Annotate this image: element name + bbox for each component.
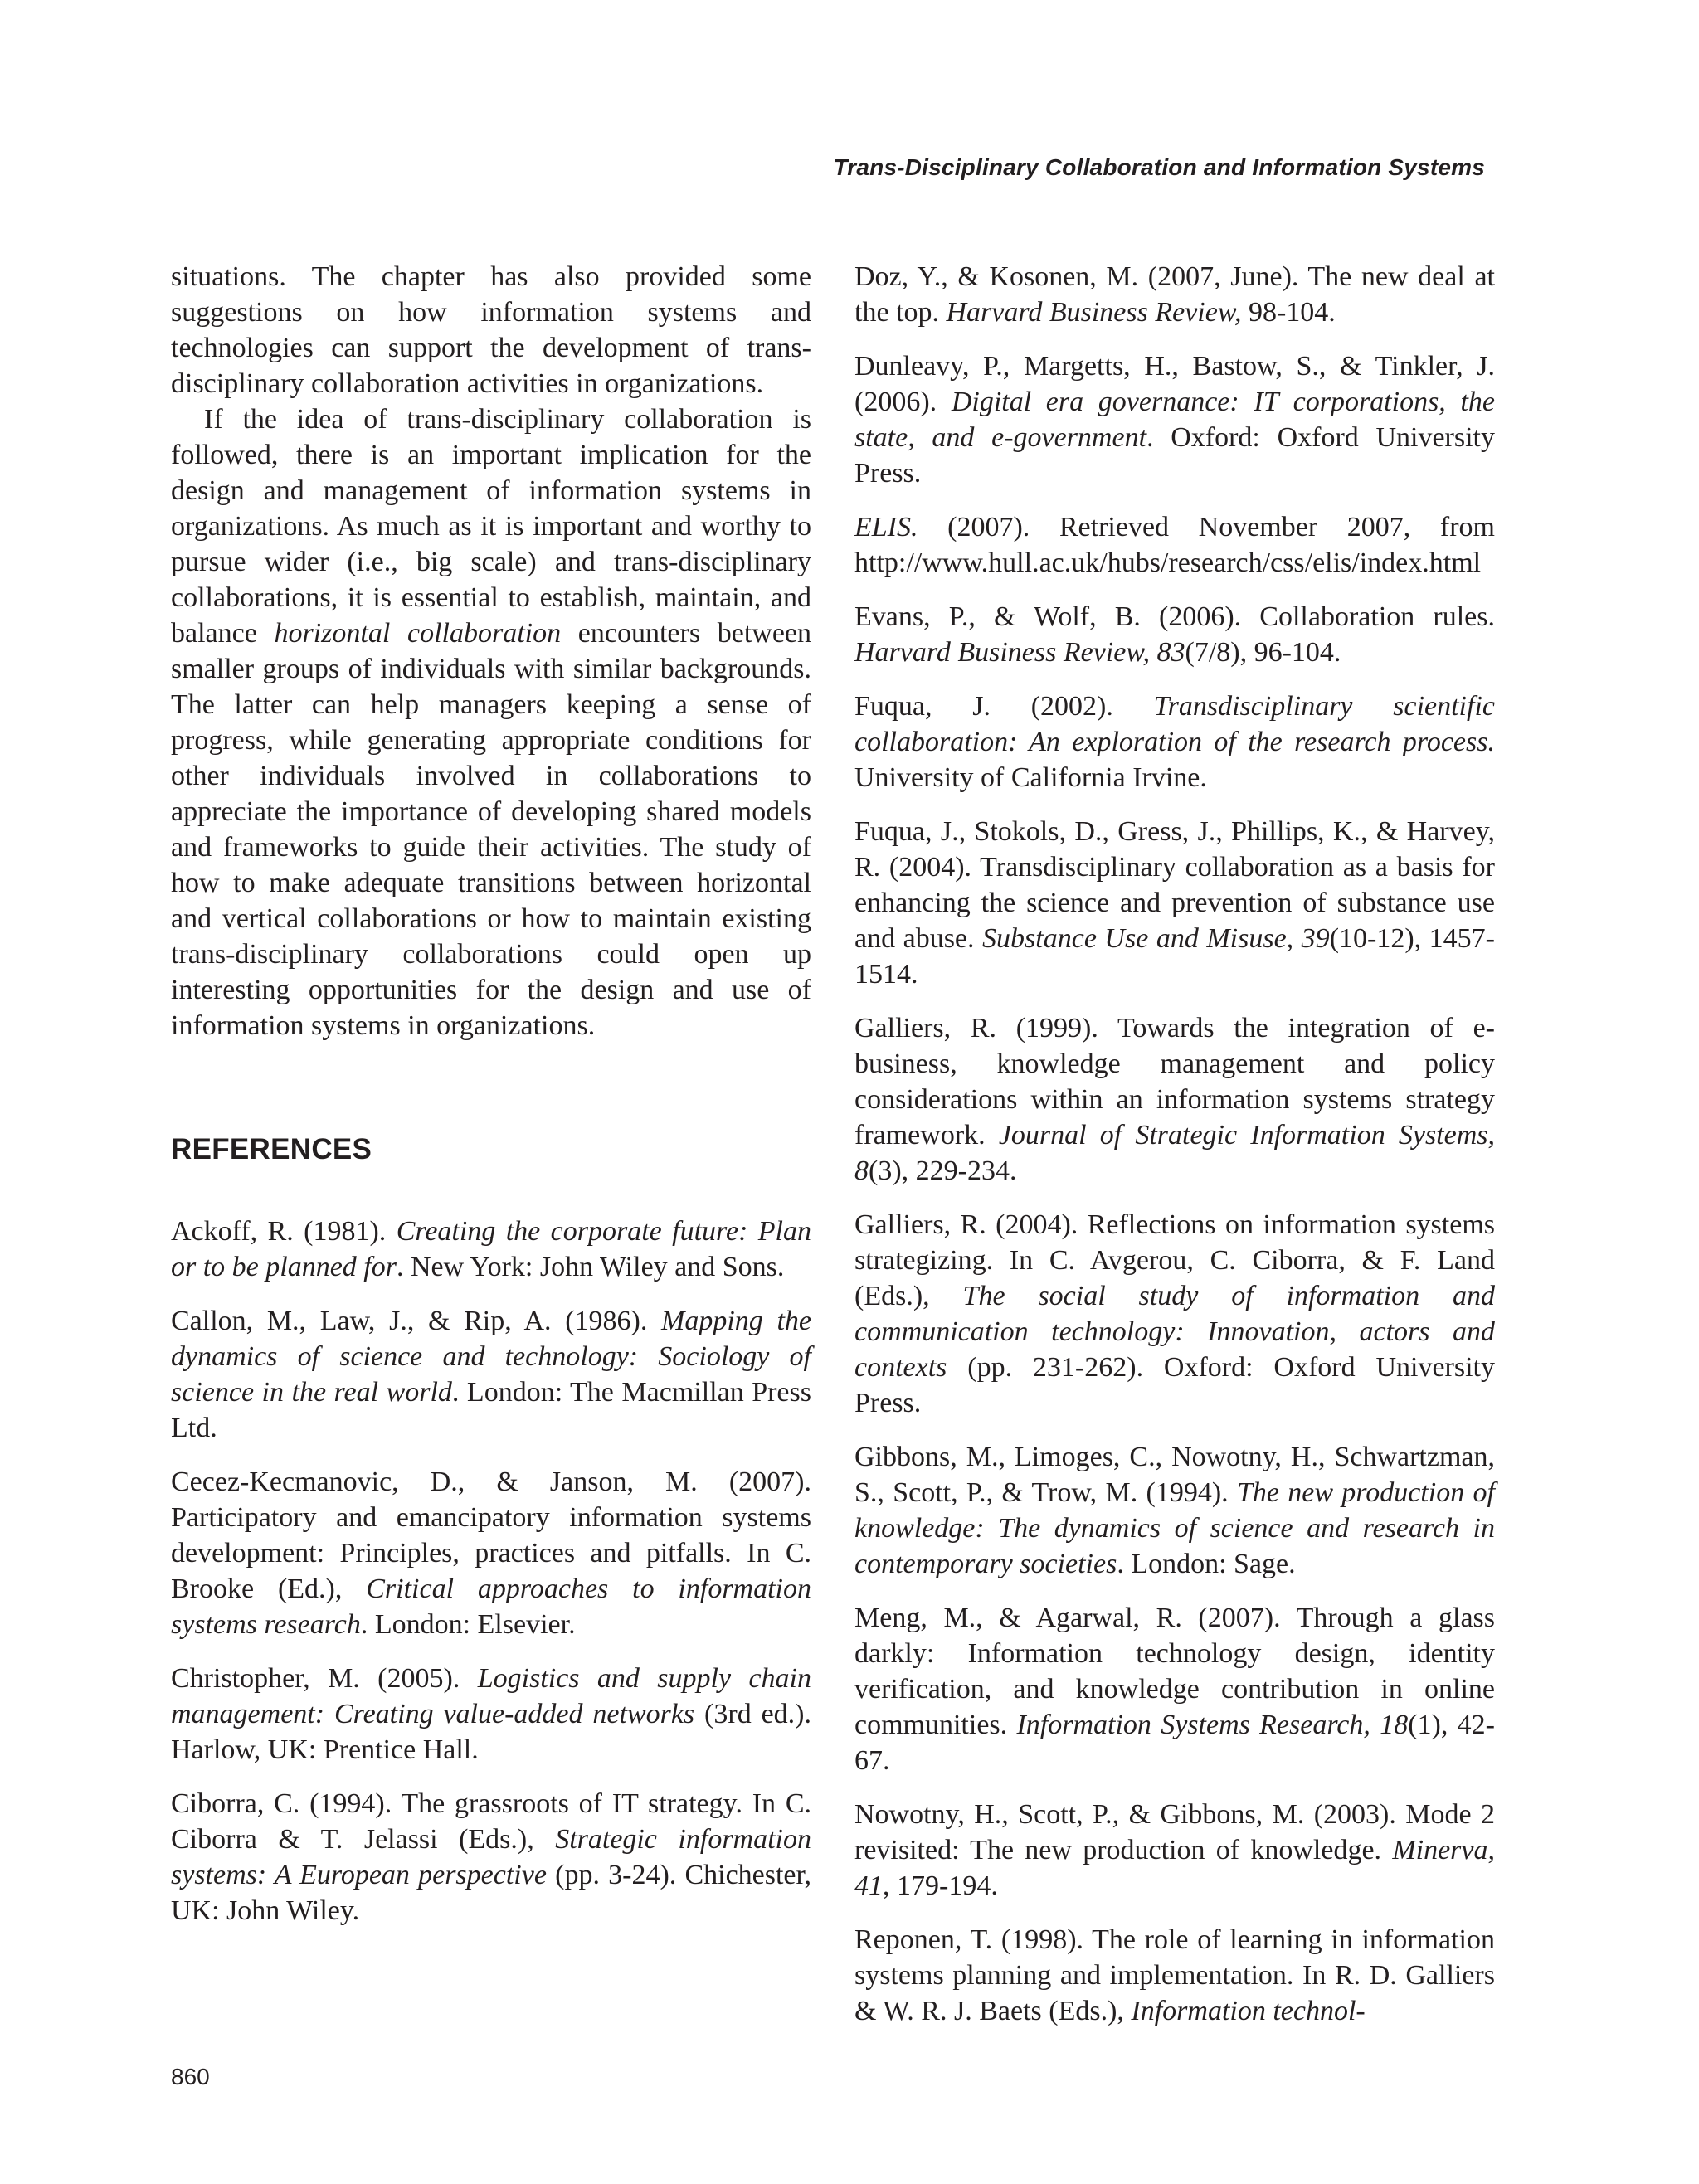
reference-text: (10-12), 1457-1514.: [854, 923, 1495, 990]
reference-item: [171, 1661, 811, 1768]
reference-item: [854, 1439, 1495, 1582]
reference-item: [854, 1010, 1495, 1189]
reference-item: [854, 1922, 1495, 2029]
running-header: Trans-Disciplinary Collaboration and Information Systems: [833, 154, 1485, 180]
references-heading: REFERENCES: [171, 1133, 372, 1165]
body-text: [171, 259, 811, 1043]
reference-item: [171, 1214, 811, 1285]
reference-text: . London: Elsevier.: [360, 1609, 576, 1640]
reference-title: ELIS.: [854, 512, 918, 542]
reference-text: Galliers, R. (1999). Towards the integration of e-business, knowledge management and policy considerations within an information systems strategy framework.: [854, 1013, 1495, 1150]
reference-item: [171, 1303, 811, 1446]
reference-text: Doz, Y., & Kosonen, M. (2007, June). The new deal at the top.: [854, 261, 1495, 328]
reference-title: Harvard Business Review, 83: [854, 637, 1185, 668]
reference-item: [854, 348, 1495, 491]
reference-title: The social study of information and communication technology: Innovation, actors and contexts: [854, 1281, 1495, 1383]
reference-item: [854, 814, 1495, 992]
reference-title: Information technol-: [1131, 1996, 1366, 2026]
body-paragraph-2-part-b: encounters between smaller groups of individuals with similar backgrounds. The latter can help managers keeping a sense of progress, while generating appropriate conditions for other individuals involved in collaborations to appreciate the importance of developing shared models and frameworks to guide their activities. The study of how to make adequate transitions between horizontal and vertical collaborations or how to maintain existing trans-disciplinary collaborations could open up interesting opportunities for the design and use of information systems in organizations.: [171, 618, 811, 1041]
reference-item: [854, 688, 1495, 795]
reference-list-right: [854, 259, 1495, 2029]
right-column: [854, 259, 1495, 2047]
reference-text: . London: Sage.: [1117, 1549, 1296, 1579]
reference-text: Fuqua, J. (2002).: [854, 691, 1154, 722]
reference-item: [854, 509, 1495, 581]
reference-text: Galliers, R. (2004). Reflections on information systems strategizing. In C. Avgerou, C. Ciborra, & F. Land (Eds.),: [854, 1209, 1495, 1311]
reference-title: Strategic information systems: A European perspective: [171, 1824, 811, 1890]
reference-text: (pp. 231-262). Oxford: Oxford University Press.: [854, 1352, 1495, 1418]
reference-item: [854, 1600, 1495, 1778]
reference-text: (1), 42-67.: [854, 1710, 1495, 1776]
reference-item: [854, 1797, 1495, 1904]
body-paragraph-2-emphasis: horizontal collaboration: [274, 618, 562, 649]
reference-title: Critical approaches to information systems research: [171, 1574, 811, 1640]
reference-text: Nowotny, H., Scott, P., & Gibbons, M. (2003). Mode 2 revisited: The new production of knowledge.: [854, 1799, 1495, 1865]
reference-item: [854, 259, 1495, 330]
reference-text: Reponen, T. (1998). The role of learning in information systems planning and implementation. In R. D. Galliers & W. R. J. Baets (Eds.),: [854, 1924, 1495, 2026]
reference-title: The new production of knowledge: The dynamics of science and research in contemporary societies: [854, 1477, 1495, 1579]
reference-text: University of California Irvine.: [854, 762, 1207, 793]
reference-title: Creating the corporate future: Plan or to be planned for: [171, 1216, 812, 1282]
body-paragraph-2: [171, 401, 811, 1043]
reference-title: Journal of Strategic Information Systems, 8: [854, 1120, 1495, 1186]
reference-title: Harvard Business Review,: [946, 297, 1242, 328]
reference-item: [171, 1786, 811, 1929]
reference-title: Substance Use and Misuse, 39: [982, 923, 1330, 954]
reference-text: Gibbons, M., Limoges, C., Nowotny, H., Schwartzman, S., Scott, P., & Trow, M. (1994).: [854, 1442, 1495, 1508]
page-number: 860: [171, 2064, 210, 2089]
reference-item: [171, 1464, 811, 1642]
reference-title: Transdisciplinary scientific collaboration: An exploration of the research process.: [854, 691, 1495, 757]
reference-title: Digital era governance: IT corporations, the state, and e-government: [854, 387, 1495, 453]
reference-text: (2007). Retrieved November 2007, from http://www.hull.ac.uk/hubs/research/css/elis/index.html: [854, 512, 1495, 578]
reference-text: Callon, M., Law, J., & Rip, A. (1986).: [171, 1306, 662, 1336]
reference-text: Ciborra, C. (1994). The grassroots of IT strategy. In C. Ciborra & T. Jelassi (Eds.),: [171, 1788, 811, 1855]
body-paragraph-1: situations. The chapter has also provided some suggestions on how information systems and technologies can support the development of trans-disciplinary collaboration activities in organizations.: [171, 261, 811, 399]
reference-text: , 179-194.: [883, 1870, 998, 1901]
reference-text: Cecez-Kecmanovic, D., & Janson, M. (2007). Participatory and emancipatory information systems development: Principles, practices and pitfalls. In C. Brooke (Ed.),: [171, 1467, 811, 1604]
left-column: [171, 259, 811, 1947]
reference-text: Evans, P., & Wolf, B. (2006). Collaboration rules.: [854, 601, 1495, 632]
reference-text: . Oxford: Oxford University Press.: [854, 422, 1495, 489]
reference-title: Information Systems Research, 18: [1016, 1710, 1409, 1740]
reference-title: Minerva, 41: [854, 1835, 1495, 1901]
reference-text: (3rd ed.). Harlow, UK: Prentice Hall.: [171, 1699, 812, 1765]
reference-text: Meng, M., & Agarwal, R. (2007). Through a glass darkly: Information technology design, identity verification, and knowledge contribution in online communities.: [854, 1603, 1495, 1740]
reference-text: (7/8), 96-104.: [1185, 637, 1341, 668]
reference-list-left: [171, 1214, 811, 1929]
reference-text: Fuqua, J., Stokols, D., Gress, J., Phillips, K., & Harvey, R. (2004). Transdisciplinary collaboration as a basis for enhancing the science and prevention of substance use and abuse.: [854, 816, 1495, 954]
reference-text: (pp. 3-24). Chichester, UK: John Wiley.: [171, 1860, 811, 1926]
reference-item: [854, 599, 1495, 670]
reference-title: Mapping the dynamics of science and technology: Sociology of science in the real world: [171, 1306, 811, 1408]
reference-text: (3), 229-234.: [869, 1155, 1017, 1186]
reference-item: [854, 1207, 1495, 1421]
reference-text: 98-104.: [1241, 297, 1336, 328]
reference-text: Ackoff, R. (1981).: [171, 1216, 397, 1247]
reference-text: Christopher, M. (2005).: [171, 1663, 478, 1694]
body-paragraph-2-part-a: If the idea of trans-disciplinary collaboration is followed, there is an important implication for the design and management of information systems in organizations. As much as it is important and worthy to pursue wider (i.e., big scale) and trans-disciplinary collaborations, it is essential to establish, maintain, and balance: [171, 404, 811, 649]
reference-title: Logistics and supply chain management: Creating value-added networks: [171, 1663, 811, 1729]
reference-text: Dunleavy, P., Margetts, H., Bastow, S., & Tinkler, J. (2006).: [854, 351, 1495, 417]
reference-text: . London: The Macmillan Press Ltd.: [171, 1377, 811, 1443]
reference-text: . New York: John Wiley and Sons.: [396, 1252, 785, 1282]
